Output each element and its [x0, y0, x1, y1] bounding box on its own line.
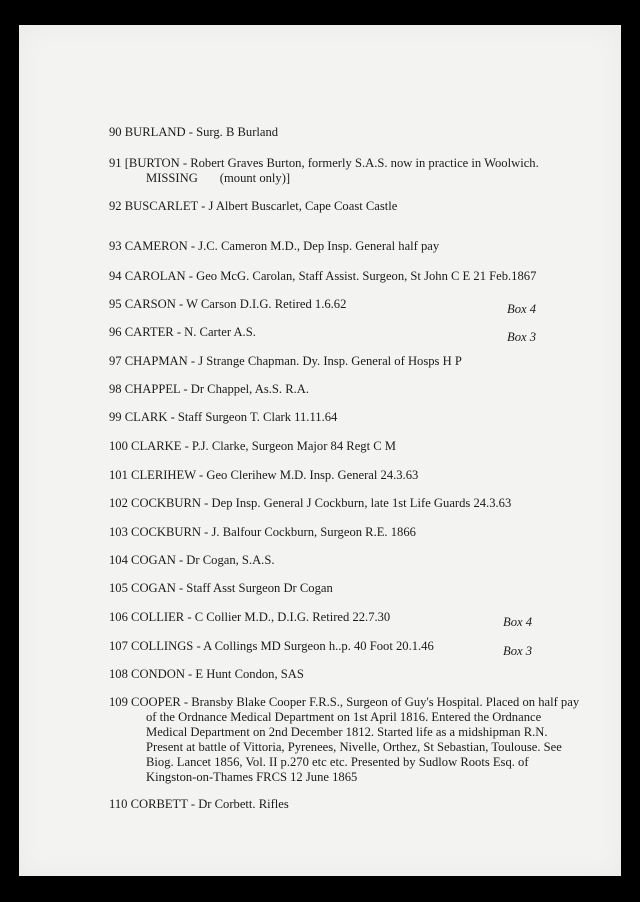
entry-108: 108 CONDON - E Hunt Condon, SAS	[109, 667, 304, 681]
entry-109-line: Present at battle of Vittoria, Pyrenees, Nivelle, Orthez, St Sebastian, Toulouse. See	[146, 740, 562, 754]
entry-107: 107 COLLINGS - A Collings MD Surgeon h..p. 40 Foot 20.1.46	[109, 639, 434, 653]
entry-92: 92 BUSCARLET - J Albert Buscarlet, Cape Coast Castle	[109, 199, 398, 213]
entry-91-line1: 91 [BURTON - Robert Graves Burton, formerly S.A.S. now in practice in Woolwich.	[109, 156, 539, 170]
missing-label: MISSING	[146, 171, 198, 185]
entry-109-line: Biog. Lancet 1856, Vol. II p.270 etc etc. Presented by Sudlow Roots Esq. of	[146, 755, 529, 769]
entry-106: 106 COLLIER - C Collier M.D., D.I.G. Retired 22.7.30	[109, 610, 391, 624]
entry-93: 93 CAMERON - J.C. Cameron M.D., Dep Insp. General half pay	[109, 239, 440, 253]
document-page	[19, 25, 621, 876]
box-label: Box 3	[507, 330, 537, 344]
entry-110: 110 CORBETT - Dr Corbett. Rifles	[109, 797, 289, 811]
entry-101: 101 CLERIHEW - Geo Clerihew M.D. Insp. General 24.3.63	[109, 468, 419, 482]
entry-97: 97 CHAPMAN - J Strange Chapman. Dy. Insp. General of Hosps H P	[109, 354, 462, 368]
box-label: Box 4	[507, 302, 537, 316]
entry-96: 96 CARTER - N. Carter A.S.	[109, 325, 256, 339]
entry-109-line: Kingston-on-Thames FRCS 12 June 1865	[146, 770, 358, 784]
entry-103: 103 COCKBURN - J. Balfour Cockburn, Surgeon R.E. 1866	[109, 525, 416, 539]
entry-109-line: 109 COOPER - Bransby Blake Cooper F.R.S., Surgeon of Guy's Hospital. Placed on half pay	[109, 695, 580, 709]
entry-102: 102 COCKBURN - Dep Insp. General J Cockburn, late 1st Life Guards 24.3.63	[109, 496, 512, 510]
entry-105: 105 COGAN - Staff Asst Surgeon Dr Cogan	[109, 581, 333, 595]
entry-104: 104 COGAN - Dr Cogan, S.A.S.	[109, 553, 275, 567]
entry-91	[109, 156, 569, 186]
entry-95: 95 CARSON - W Carson D.I.G. Retired 1.6.62	[109, 297, 347, 311]
mount-only-note: (mount only)]	[219, 171, 291, 185]
entry-91-line2	[109, 171, 569, 186]
entry-100: 100 CLARKE - P.J. Clarke, Surgeon Major 84 Regt C M	[109, 439, 396, 453]
entry-99: 99 CLARK - Staff Surgeon T. Clark 11.11.64	[109, 410, 338, 424]
entry-98: 98 CHAPPEL - Dr Chappel, As.S. R.A.	[109, 382, 309, 396]
entry-109	[109, 695, 580, 785]
entry-109-line: of the Ordnance Medical Department on 1st April 1816. Entered the Ordnance	[146, 710, 542, 724]
entry-109-line: Medical Department on 2nd December 1812. Started life as a midshipman R.N.	[146, 725, 548, 739]
entry-94: 94 CAROLAN - Geo McG. Carolan, Staff Assist. Surgeon, St John C E 21 Feb.1867	[109, 269, 537, 283]
entry-90: 90 BURLAND - Surg. B Burland	[109, 125, 279, 139]
box-label: Box 3	[503, 644, 533, 658]
box-label: Box 4	[503, 615, 533, 629]
